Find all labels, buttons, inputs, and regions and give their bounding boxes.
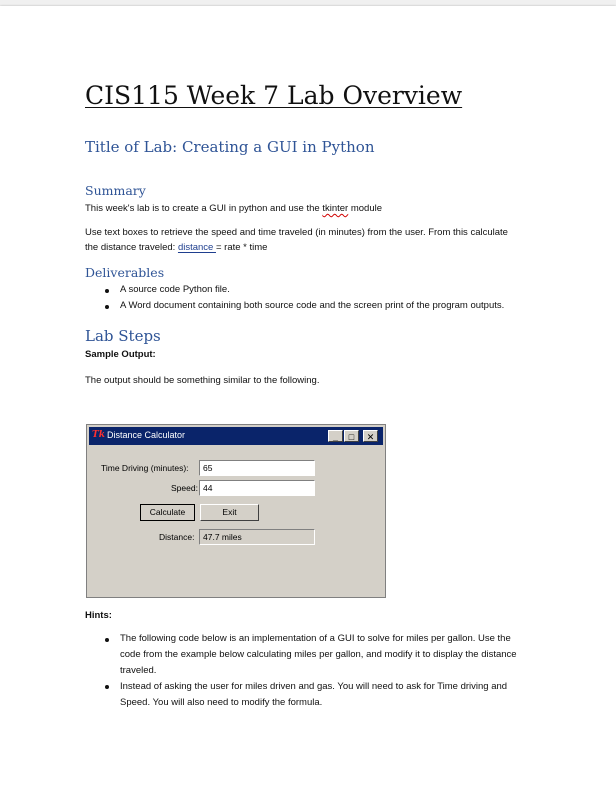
summary-line-1 [85, 201, 382, 216]
summary-line-3-pre: the distance traveled: [85, 242, 178, 253]
sample-output-intro: The output should be something similar to the following. [85, 375, 320, 386]
lab-steps-heading: Lab Steps [85, 327, 161, 345]
summary-line-3 [85, 240, 267, 255]
time-driving-label: Time Driving (minutes): [101, 463, 189, 473]
hint-1-line-1: The following code below is an implementation of a GUI to solve for miles per gallon. Use the [120, 633, 511, 644]
close-button: ✕ [363, 430, 378, 442]
summary-heading: Summary [85, 183, 146, 198]
maximize-button: □ [344, 430, 359, 442]
bullet-icon [105, 305, 109, 309]
deliverables-heading: Deliverables [85, 265, 165, 280]
distance-result-field: 47.7 miles [199, 529, 315, 545]
minimize-button: _ [328, 430, 343, 442]
time-driving-field: 65 [199, 460, 315, 476]
deliverable-item: A source code Python file. [120, 284, 230, 295]
tk-icon: Tk [92, 430, 105, 440]
bullet-icon [105, 289, 109, 293]
bullet-icon [105, 638, 109, 642]
speed-label: Speed: [171, 483, 198, 493]
document-page [0, 6, 616, 787]
distance-label: Distance: [159, 532, 195, 542]
window-title-bar [89, 427, 383, 445]
document-title: CIS115 Week 7 Lab Overview [85, 81, 463, 110]
distance-calculator-window-image [86, 424, 386, 598]
speed-field: 44 [199, 480, 315, 496]
window-title: Distance Calculator [107, 430, 186, 440]
sample-output-label: Sample Output: [85, 349, 156, 360]
summary-line-2: Use text boxes to retrieve the speed and time traveled (in minutes) from the user. From this calculate [85, 227, 508, 238]
bullet-icon [105, 685, 109, 689]
hint-2-line-1: Instead of asking the user for miles driven and gas. You will need to ask for Time driving and [120, 681, 508, 692]
summary-line-1-post: module [348, 203, 383, 214]
calculate-button: Calculate [140, 504, 195, 521]
exit-button: Exit [200, 504, 259, 521]
lab-title-heading: Title of Lab: Creating a GUI in Python [85, 138, 375, 156]
deliverable-item: A Word document containing both source code and the screen print of the program outputs. [120, 300, 505, 311]
summary-line-1-pre: This week's lab is to create a GUI in python and use the [85, 203, 323, 214]
tkinter-word: tkinter [322, 203, 349, 214]
hint-1-line-3: traveled. [120, 665, 157, 676]
hint-2-line-2: Speed. You will also need to modify the formula. [120, 697, 323, 708]
hints-heading: Hints: [85, 610, 112, 621]
distance-word: distance [177, 242, 216, 253]
summary-line-3-post: = rate * time [215, 242, 268, 253]
hint-1-line-2: code from the example below calculating miles per gallon, and modify it to display the distance [120, 649, 517, 660]
